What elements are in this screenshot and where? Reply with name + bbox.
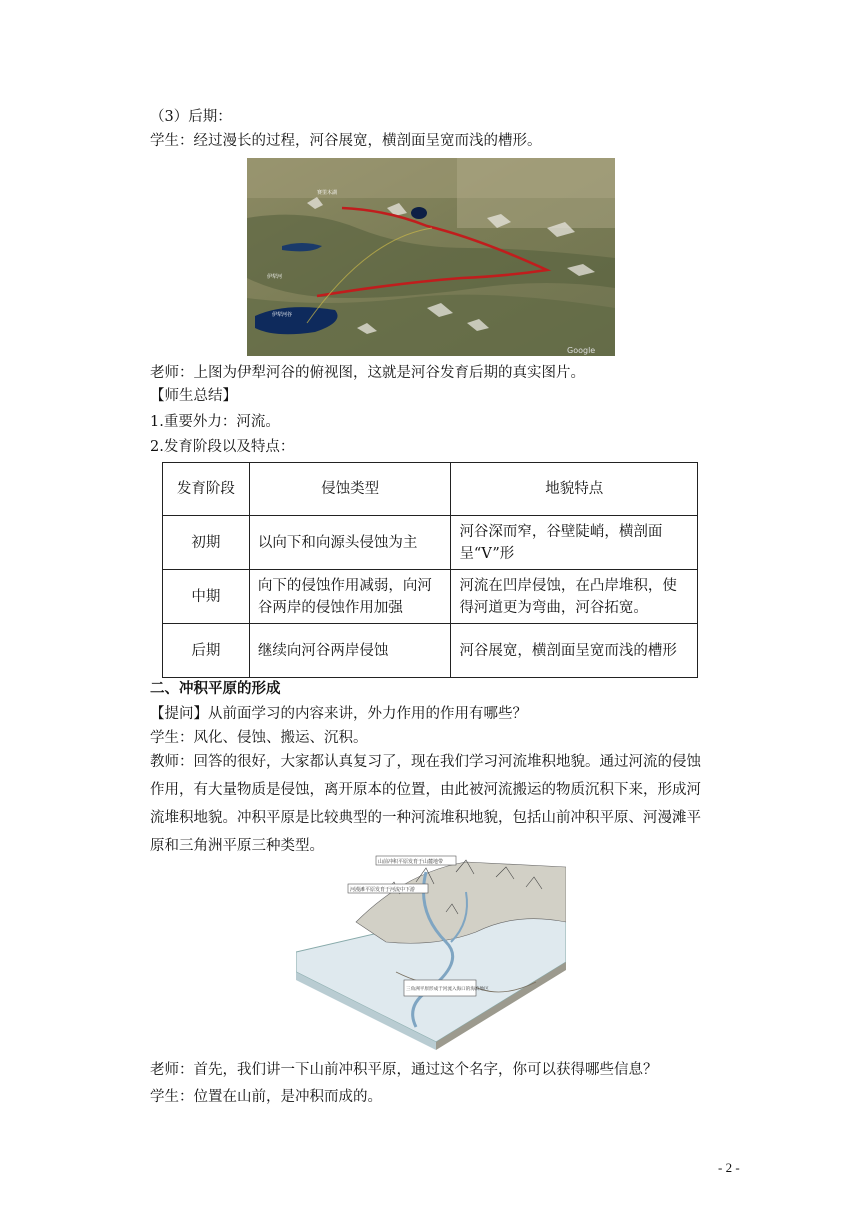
table-header: 地貌特点 — [451, 463, 698, 516]
table-cell: 河谷展宽，横剖面呈宽而浅的槽形 — [451, 624, 698, 678]
table-header-row — [163, 463, 698, 516]
table-row — [163, 516, 698, 570]
table-row — [163, 570, 698, 624]
google-watermark: Google — [567, 346, 596, 355]
summary-item-2: 2.发育阶段以及特点： — [150, 439, 295, 455]
table-cell: 继续向河谷两岸侵蚀 — [249, 624, 451, 678]
table-cell: 河谷深而窄，谷壁陡峭，横剖面呈“V”形 — [451, 516, 698, 570]
table-cell: 后期 — [163, 624, 250, 678]
table-cell: 向下的侵蚀作用减弱，向河谷两岸的侵蚀作用加强 — [249, 570, 451, 624]
summary-item-1: 1.重要外力：河流。 — [150, 414, 280, 430]
teacher-question: 老师：首先，我们讲一下山前冲积平原，通过这个名字，你可以获得哪些信息？ — [150, 1062, 658, 1078]
teacher-paragraph: 教师：回答的很好，大家都认真复习了，现在我们学习河流堆积地貌。通过河流的侵蚀作用，有大量物质是侵蚀，离开原本的位置，由此被河流搬运的物质沉积下来，形成河流堆积地貌。冲积平原是比较典型的一种河流堆积地貌，包括山前冲积平原、河漫滩平原和三角洲平原三种类型。 — [150, 754, 701, 854]
late-stage-heading: （3）后期： — [150, 109, 232, 125]
diagram-label-2: 河漫滩平原发育于河流中下游 — [350, 887, 416, 893]
page-number: - 2 - — [718, 1160, 740, 1175]
table-cell: 初期 — [163, 516, 250, 570]
student-question-answer: 学生：位置在山前，是冲积而成的。 — [150, 1089, 382, 1105]
question-text: 【提问】从前面学习的内容来讲，外力作用的作用有哪些？ — [150, 706, 527, 722]
table-cell: 河流在凹岸侵蚀，在凸岸堆积，使得河道更为弯曲，河谷拓宽。 — [451, 570, 698, 624]
valley-stage-table — [162, 462, 698, 678]
alluvial-plain-diagram — [296, 852, 566, 1052]
summary-heading: 【师生总结】 — [150, 388, 237, 404]
student-answer: 学生：风化、侵蚀、搬运、沉积。 — [150, 730, 368, 746]
section-title: 二、冲积平原的形成 — [150, 681, 281, 697]
table-cell: 以向下和向源头侵蚀为主 — [249, 516, 451, 570]
student-late-stage: 学生：经过漫长的过程，河谷展宽，横剖面呈宽而浅的槽形。 — [150, 133, 542, 149]
table-header: 侵蚀类型 — [249, 463, 451, 516]
yili-valley-satellite-image — [247, 158, 615, 356]
table-cell: 中期 — [163, 570, 250, 624]
diagram-label-1: 山前冲积平原发育于山麓地带 — [378, 859, 444, 865]
table-row — [163, 624, 698, 678]
table-header: 发育阶段 — [163, 463, 250, 516]
sat-label-3: 伊犁河谷 — [272, 312, 293, 318]
sat-label-1: 赛里木湖 — [317, 190, 338, 196]
diagram-label-3: 三角洲平原形成于河流入海口的海滨地区 — [406, 987, 489, 992]
teacher-yili-text: 老师：上图为伊犁河谷的俯视图，这就是河谷发育后期的真实图片。 — [150, 365, 585, 381]
sat-label-2: 伊犁河 — [267, 274, 283, 280]
